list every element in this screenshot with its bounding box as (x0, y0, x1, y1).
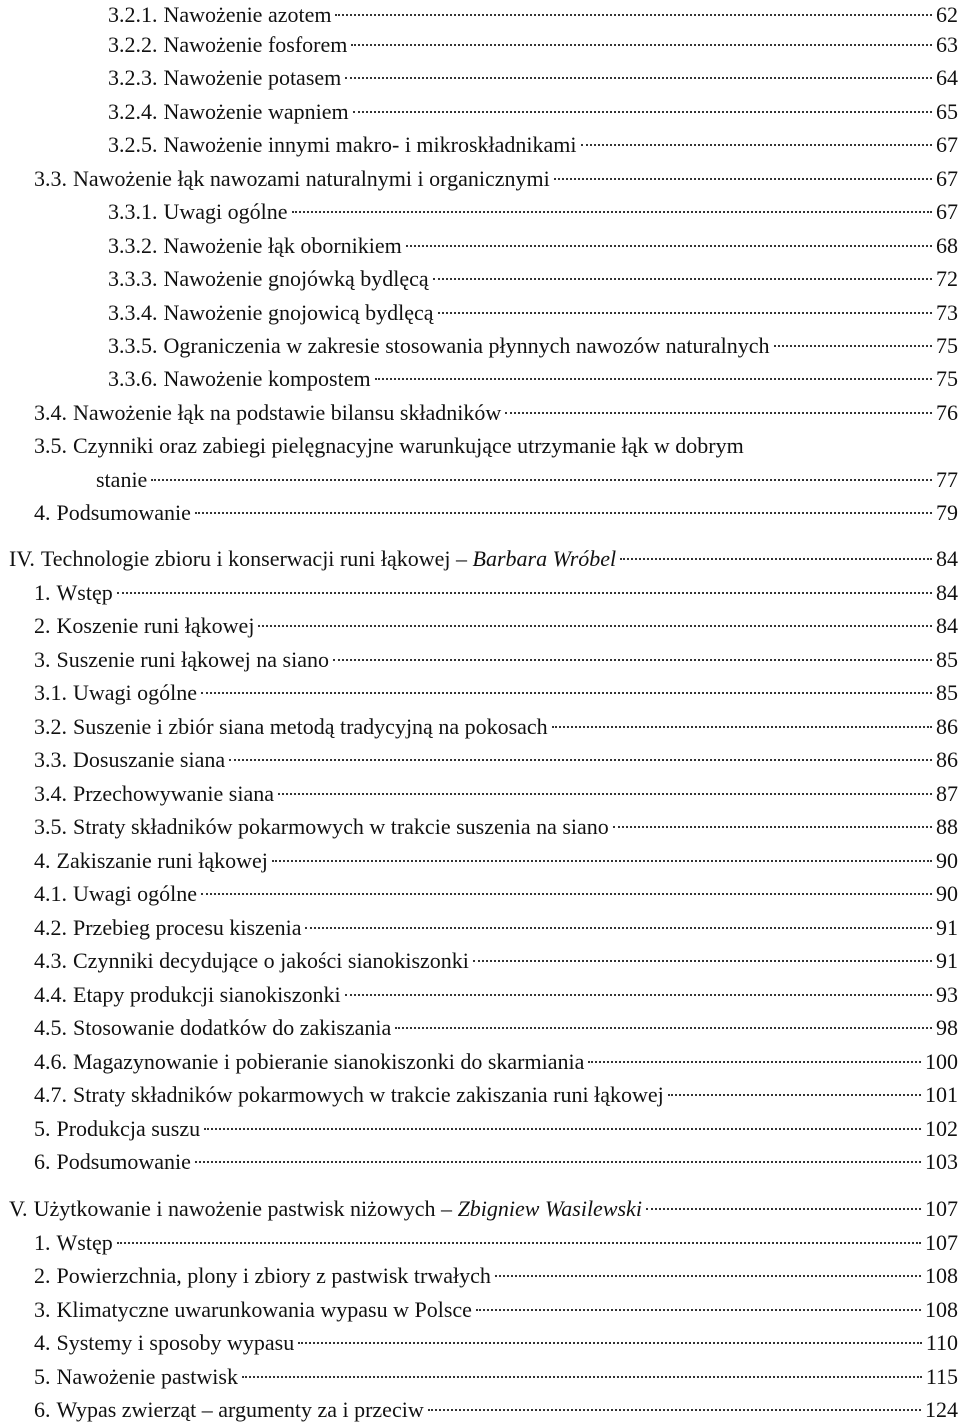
toc-entry-page: 90 (936, 881, 958, 906)
dot-leader (668, 1094, 921, 1096)
dot-leader (117, 1242, 921, 1244)
toc-entry-title-text: Wstęp (56, 580, 113, 605)
toc-entry-title (164, 364, 371, 394)
toc-entry-title (73, 779, 274, 809)
toc-entry-title (34, 1194, 642, 1224)
toc-entry-page: 67 (936, 166, 958, 191)
toc-entry[interactable] (34, 578, 960, 608)
toc-entry-title-text: Uwagi ogólne (163, 199, 288, 224)
toc-entry-title (164, 298, 434, 328)
toc-entry-title-text: Wstęp (56, 1230, 113, 1255)
toc-entry-page: 88 (936, 814, 958, 839)
toc-entry-page: 93 (936, 982, 958, 1007)
toc-entry-title (164, 63, 342, 93)
toc-entry-title (73, 712, 548, 742)
dot-leader (298, 1342, 922, 1344)
toc-entry-title-text: Straty składników pokarmowych w trakcie zakiszania runi łąkowej (73, 1082, 664, 1107)
toc-entry[interactable] (34, 846, 960, 876)
toc-entry-title (164, 0, 332, 30)
dot-leader (229, 759, 932, 761)
toc-entry-author: Barbara Wróbel (472, 546, 617, 571)
toc-entry[interactable] (34, 980, 960, 1010)
dot-leader (201, 692, 932, 694)
toc-entry-number: 3.3.3. (108, 266, 158, 291)
toc-entry-title (164, 231, 402, 261)
toc-entry-title (164, 97, 349, 127)
toc-entry[interactable] (108, 130, 960, 160)
toc-entry-page: 84 (936, 613, 958, 638)
toc-entry-title-text: Podsumowanie (56, 1149, 191, 1174)
dot-leader (345, 77, 932, 79)
toc-entry[interactable] (108, 364, 960, 394)
toc-entry-number: 4.5. (34, 1015, 67, 1040)
toc-entry[interactable] (108, 97, 960, 127)
toc-entry-title-text: Straty składników pokarmowych w trakcie suszenia na siano (73, 814, 609, 839)
toc-entry-title (57, 645, 330, 675)
toc-entry-number: 2. (34, 613, 51, 638)
toc-entry-title (57, 846, 268, 876)
toc-entry-title (41, 544, 616, 574)
toc-entry-page: 63 (936, 32, 958, 57)
toc-entry-title-text: Suszenie i zbiór siana metodą tradycyjną na pokosach (73, 714, 548, 739)
toc-entry[interactable] (34, 1080, 960, 1110)
toc-entry-title (57, 498, 191, 528)
toc-entry-page: 77 (936, 467, 958, 492)
toc-entry-title (73, 946, 469, 976)
toc-entry-page: 103 (925, 1149, 958, 1174)
toc-entry-title-text: Nawożenie azotem (163, 2, 332, 27)
toc-entry-title-text: Magazynowanie i pobieranie sianokiszonki do skarmiania (73, 1049, 585, 1074)
toc-entry-number: 3.2.4. (108, 99, 158, 124)
toc-entry-page: 85 (936, 647, 958, 672)
toc-entry[interactable] (34, 431, 960, 461)
toc-entry[interactable] (34, 1228, 960, 1258)
dot-leader (646, 1208, 921, 1210)
dot-leader (151, 479, 932, 481)
toc-entry[interactable] (34, 1395, 960, 1425)
toc-entry-title-text: Czynniki oraz zabiegi pielęgnacyjne warunkujące utrzymanie łąk w dobrym (73, 433, 744, 458)
toc-entry-page: 67 (936, 199, 958, 224)
dot-leader (613, 826, 932, 828)
toc-entry-title (73, 812, 609, 842)
dot-leader (473, 960, 932, 962)
toc-entry-title (57, 1147, 191, 1177)
toc-entry-title-text: Uwagi ogólne (73, 881, 198, 906)
toc-entry-number: 4.2. (34, 915, 67, 940)
toc-entry[interactable] (34, 1147, 960, 1177)
toc-entry[interactable] (108, 197, 960, 227)
toc-entry-number: 1. (34, 1230, 51, 1255)
dot-leader (588, 1061, 921, 1063)
dot-leader (433, 278, 932, 280)
toc-entry[interactable] (34, 913, 960, 943)
toc-entry[interactable] (9, 544, 960, 574)
toc-entry-page: 108 (925, 1297, 958, 1322)
toc-entry-page: 75 (936, 366, 958, 391)
toc-entry-title (73, 431, 744, 461)
toc-entry-title (73, 913, 301, 943)
toc-entry-page: 107 (925, 1196, 958, 1221)
toc-entry-title (57, 1295, 472, 1325)
toc-entry-title (73, 1047, 584, 1077)
dot-leader (552, 726, 932, 728)
toc-entry-title (164, 197, 288, 227)
toc-entry-page: 72 (936, 266, 958, 291)
dot-leader (476, 1309, 921, 1311)
toc-entry[interactable] (34, 1047, 960, 1077)
toc-entry-page: 85 (936, 680, 958, 705)
toc-entry-title-text: Powierzchnia, plony i zbiory z pastwisk trwałych (56, 1263, 491, 1288)
toc-entry-title (73, 1013, 391, 1043)
dot-leader (554, 178, 932, 180)
toc-entry-number: 4. (34, 500, 51, 525)
toc-entry-page: 86 (936, 714, 958, 739)
toc-entry-title-text: Koszenie runi łąkowej (56, 613, 255, 638)
toc-entry-number: 4.1. (34, 881, 67, 906)
toc-entry[interactable] (34, 398, 960, 428)
toc-entry-page: 110 (925, 1330, 958, 1355)
toc-entry-number: 3.5. (34, 433, 67, 458)
toc-entry-page: 86 (936, 747, 958, 772)
toc-entry-page: 100 (925, 1049, 958, 1074)
dot-leader (438, 312, 933, 314)
toc-entry[interactable] (34, 812, 960, 842)
dot-leader (242, 1376, 922, 1378)
toc-entry-title (57, 1114, 201, 1144)
toc-entry[interactable] (34, 879, 960, 909)
toc-entry-page: 115 (925, 1364, 958, 1389)
toc-entry-page: 64 (936, 65, 958, 90)
toc-entry-number: 3.2.2. (108, 32, 158, 57)
toc-entry-page: 98 (936, 1015, 958, 1040)
toc-entry[interactable] (34, 611, 960, 641)
toc-entry-title-text: Nawożenie potasem (163, 65, 342, 90)
toc-entry-number: 3.3.6. (108, 366, 158, 391)
toc-entry-title (73, 164, 550, 194)
dot-leader (292, 211, 932, 213)
toc-entry-title (164, 130, 577, 160)
toc-entry-page: 62 (936, 2, 958, 27)
toc-entry-title (57, 1261, 491, 1291)
toc-entry-title (57, 1362, 238, 1392)
toc-entry-page: 76 (936, 400, 958, 425)
toc-entry[interactable] (108, 264, 960, 294)
toc-entry-title (73, 879, 197, 909)
toc-entry-title (57, 1228, 113, 1258)
toc-entry-page: 68 (936, 233, 958, 258)
toc-entry[interactable] (34, 1114, 960, 1144)
toc-entry[interactable] (34, 1295, 960, 1325)
dot-leader (258, 625, 932, 627)
toc-entry[interactable] (34, 946, 960, 976)
toc-entry-title-text: Nawożenie łąk obornikiem (163, 233, 402, 258)
toc-entry-title-text: Ograniczenia w zakresie stosowania płynnych nawozów naturalnych (163, 333, 770, 358)
toc-entry-number: 3.2. (34, 714, 67, 739)
dot-leader (406, 245, 932, 247)
toc-entry-number: 3.3. (34, 166, 67, 191)
toc-entry-number: 3. (34, 647, 51, 672)
toc-entry-number: 5. (34, 1364, 51, 1389)
toc-entry-number: 3.2.5. (108, 132, 158, 157)
toc-entry[interactable] (34, 1362, 960, 1392)
toc-entry-number: 3.4. (34, 400, 67, 425)
toc-entry-page: 90 (936, 848, 958, 873)
toc-entry-title-text: Technologie zbioru i konserwacji runi łąkowej – (40, 546, 473, 571)
toc-entry-page: 84 (936, 580, 958, 605)
toc-entry-title (57, 611, 255, 641)
toc-entry[interactable] (34, 712, 960, 742)
toc-entry-title-text: Nawożenie innymi makro- i mikroskładnikami (163, 132, 577, 157)
toc-entry-number: 3.3.1. (108, 199, 158, 224)
dot-leader (395, 1027, 932, 1029)
toc-entry-number: 6. (34, 1149, 51, 1174)
toc-entry-title-text: Przebieg procesu kiszenia (73, 915, 302, 940)
dot-leader (204, 1128, 921, 1130)
toc-entry-title (57, 1395, 424, 1425)
toc-entry-title-text: Wypas zwierząt – argumenty za i przeciw (56, 1397, 424, 1422)
dot-leader (375, 378, 932, 380)
toc-entry-title (164, 331, 770, 361)
toc-entry-number: 2. (34, 1263, 51, 1288)
toc-entry-page: 102 (925, 1116, 958, 1141)
toc-entry-page: 73 (936, 300, 958, 325)
toc-entry-title-text: Zakiszanie runi łąkowej (56, 848, 268, 873)
toc-entry-page: 101 (925, 1082, 958, 1107)
toc-entry-number: 3.3. (34, 747, 67, 772)
toc-entry-title (57, 1328, 295, 1358)
toc-entry-number: 4. (34, 1330, 51, 1355)
toc-entry-page: 107 (925, 1230, 958, 1255)
dot-leader (581, 144, 932, 146)
dot-leader (351, 44, 932, 46)
toc-entry-title-text: Nawożenie fosforem (163, 32, 348, 57)
toc-entry-number: 4.6. (34, 1049, 67, 1074)
toc-entry-number: 1. (34, 580, 51, 605)
dot-leader (335, 14, 932, 16)
dot-leader (305, 927, 932, 929)
toc-entry-title-text: Dosuszanie siana (73, 747, 226, 772)
toc-entry-number: 6. (34, 1397, 51, 1422)
toc-entry-title-text: Klimatyczne uwarunkowania wypasu w Polsce (56, 1297, 472, 1322)
toc-entry-number: 3.2.1. (108, 2, 158, 27)
toc-entry-title (164, 264, 429, 294)
toc-entry-number: 3.4. (34, 781, 67, 806)
toc-entry[interactable] (34, 498, 960, 528)
dot-leader (195, 512, 932, 514)
toc-entry[interactable] (108, 30, 960, 60)
toc-entry[interactable] (108, 231, 960, 261)
toc-entry-page: 79 (936, 500, 958, 525)
dot-leader (774, 345, 933, 347)
dot-leader (505, 412, 932, 414)
toc-entry-title-text: Produkcja suszu (56, 1116, 201, 1141)
toc-entry-title-text: Nawożenie łąk nawozami naturalnymi i organicznymi (73, 166, 550, 191)
toc-entry-title (96, 465, 147, 495)
toc-entry-title-text: Nawożenie kompostem (163, 366, 371, 391)
dot-leader (333, 659, 932, 661)
dot-leader (345, 994, 932, 996)
toc-entry-page: 108 (925, 1263, 958, 1288)
toc-entry[interactable] (34, 164, 960, 194)
toc-entry-page: 65 (936, 99, 958, 124)
toc-entry-title-text: Systemy i sposoby wypasu (56, 1330, 295, 1355)
toc-entry-number: V. (9, 1196, 28, 1221)
toc-entry-title-text: Etapy produkcji sianokiszonki (73, 982, 341, 1007)
toc-entry-title-text: Podsumowanie (56, 500, 191, 525)
toc-entry-number: 3.2.3. (108, 65, 158, 90)
toc-entry-author: Zbigniew Wasilewski (457, 1196, 642, 1221)
toc-entry-title-text: Stosowanie dodatków do zakiszania (73, 1015, 392, 1040)
dot-leader (353, 111, 932, 113)
toc-entry-title-text: Przechowywanie siana (73, 781, 274, 806)
toc-entry-title-text: Nawożenie gnojowicą bydlęcą (163, 300, 434, 325)
dot-leader (620, 558, 932, 560)
toc-entry[interactable] (108, 0, 960, 30)
toc-entry-title-text: Nawożenie pastwisk (56, 1364, 238, 1389)
toc-entry-title (73, 745, 225, 775)
dot-leader (428, 1409, 921, 1411)
toc-entry[interactable] (108, 331, 960, 361)
dot-leader (495, 1275, 921, 1277)
toc-entry[interactable] (96, 465, 960, 495)
toc-entry-page: 75 (936, 333, 958, 358)
toc-entry[interactable] (34, 678, 960, 708)
toc-entry-title (164, 30, 348, 60)
toc-entry-page: 91 (936, 948, 958, 973)
toc-entry-number: 3.5. (34, 814, 67, 839)
toc-entry-title-text: Uwagi ogólne (73, 680, 198, 705)
toc-entry-title (73, 980, 341, 1010)
toc-entry-title-text: Nawożenie łąk na podstawie bilansu składników (73, 400, 502, 425)
toc-entry[interactable] (34, 1328, 960, 1358)
toc-entry-title-text: stanie (96, 467, 148, 492)
toc-entry-number: 5. (34, 1116, 51, 1141)
dot-leader (195, 1161, 921, 1163)
toc-entry[interactable] (34, 1261, 960, 1291)
dot-leader (201, 893, 932, 895)
toc-entry-title (73, 678, 197, 708)
toc-entry-title (73, 1080, 664, 1110)
toc-entry-number: 4.3. (34, 948, 67, 973)
toc-entry-number: 3. (34, 1297, 51, 1322)
dot-leader (272, 860, 932, 862)
dot-leader (278, 793, 932, 795)
toc-entry-title-text: Użytkowanie i nawożenie pastwisk niżowych – (33, 1196, 458, 1221)
toc-entry-page: 91 (936, 915, 958, 940)
toc-entry-page: 67 (936, 132, 958, 157)
toc-entry-number: 4.4. (34, 982, 67, 1007)
toc-entry-page: 84 (936, 546, 958, 571)
toc-entry-number: 3.3.2. (108, 233, 158, 258)
toc-entry-title-text: Nawożenie wapniem (163, 99, 349, 124)
toc-entry[interactable] (34, 779, 960, 809)
toc-entry-number: IV. (9, 546, 35, 571)
toc-entry[interactable] (34, 1013, 960, 1043)
toc-entry-number: 3.1. (34, 680, 67, 705)
toc-entry-title (57, 578, 113, 608)
toc-entry-page: 87 (936, 781, 958, 806)
toc-entry[interactable] (108, 298, 960, 328)
toc-entry-title (73, 398, 501, 428)
toc-entry-number: 4. (34, 848, 51, 873)
toc-entry-title-text: Czynniki decydujące o jakości sianokiszonki (73, 948, 469, 973)
toc-entry-title-text: Nawożenie gnojówką bydlęcą (163, 266, 429, 291)
toc-entry-title-text: Suszenie runi łąkowej na siano (56, 647, 329, 672)
toc-entry-number: 3.3.4. (108, 300, 158, 325)
toc-entry[interactable] (34, 645, 960, 675)
toc-entry-number: 3.3.5. (108, 333, 158, 358)
toc-entry-number: 4.7. (34, 1082, 67, 1107)
toc-entry[interactable] (34, 745, 960, 775)
dot-leader (117, 592, 932, 594)
toc-entry[interactable] (9, 1194, 960, 1224)
toc-entry[interactable] (108, 63, 960, 93)
toc-entry-page: 124 (925, 1397, 958, 1422)
